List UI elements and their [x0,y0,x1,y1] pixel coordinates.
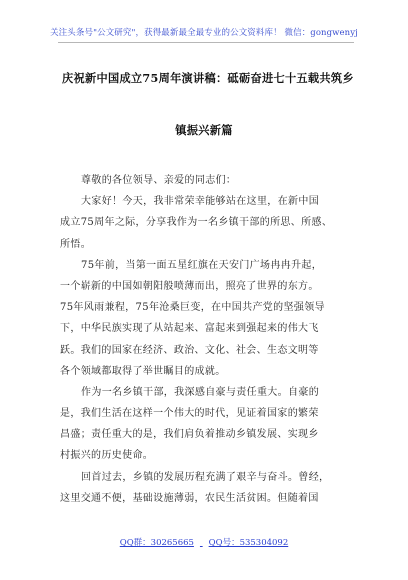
footer-qq-group[interactable]: QQ群：30265665 [119,538,194,548]
body-text-line: 各个领域都取得了举世瞩目的成就。 [60,365,226,377]
header-divider [58,42,354,43]
body-text-line: 一个崭新的中国如朝阳般喷薄而出，照亮了世界的东方。 [60,280,319,292]
body-text-line: 这里交通不便，基础设施薄弱，农民生活贫困。但随着国 [60,492,319,504]
body-text-line: 下，中华民族实现了从站起来、富起来到强起来的伟大飞 [60,323,319,335]
document-body [60,170,352,509]
body-text-line: 是，我们生活在这样一个伟大的时代，见证着国家的繁荣 [60,408,319,420]
body-text-line: 大家好！今天，我非常荣幸能够站在这里，在新中国 [81,196,320,208]
body-text-line: 跃。我们的国家在经济、政治、文化、社会、生态文明等 [60,344,319,356]
footer-contact [0,536,408,548]
body-text-line: 尊敬的各位领导、亲爱的同志们： [81,175,237,186]
document-title-line-2: 镇振兴新篇 [175,123,233,137]
body-text-line: 村振兴的历史使命。 [60,450,154,462]
body-text-line: 回首过去，乡镇的发展历程充满了艰辛与奋斗。曾经， [81,471,330,483]
body-text-line: 75年前，当第一面五星红旗在天安门广场冉冉升起， [81,259,323,271]
body-text-line: 成立75周年之际，分享我作为一名乡镇干部的所思、所感、 [60,217,333,229]
footer-qq-number[interactable]: QQ号：535304092 [208,538,289,548]
header-notice: 关注头条号"公文研究"，获得最新最全最专业的公文资料库！ 微信：gongwenyj [50,28,358,38]
body-text-line: 作为一名乡镇干部，我深感自豪与责任重大。自豪的 [81,386,320,398]
body-text-line: 昌盛；责任重大的是，我们肩负着推动乡镇发展、实现乡 [60,429,319,441]
document-title-line-1: 庆祝新中国成立75周年演讲稿：砥砺奋进七十五载共筑乡 [62,71,354,85]
body-text-line: 所悟。 [60,238,92,250]
body-text-line: 75年风雨兼程，75年沧桑巨变，在中国共产党的坚强领导 [60,302,325,314]
